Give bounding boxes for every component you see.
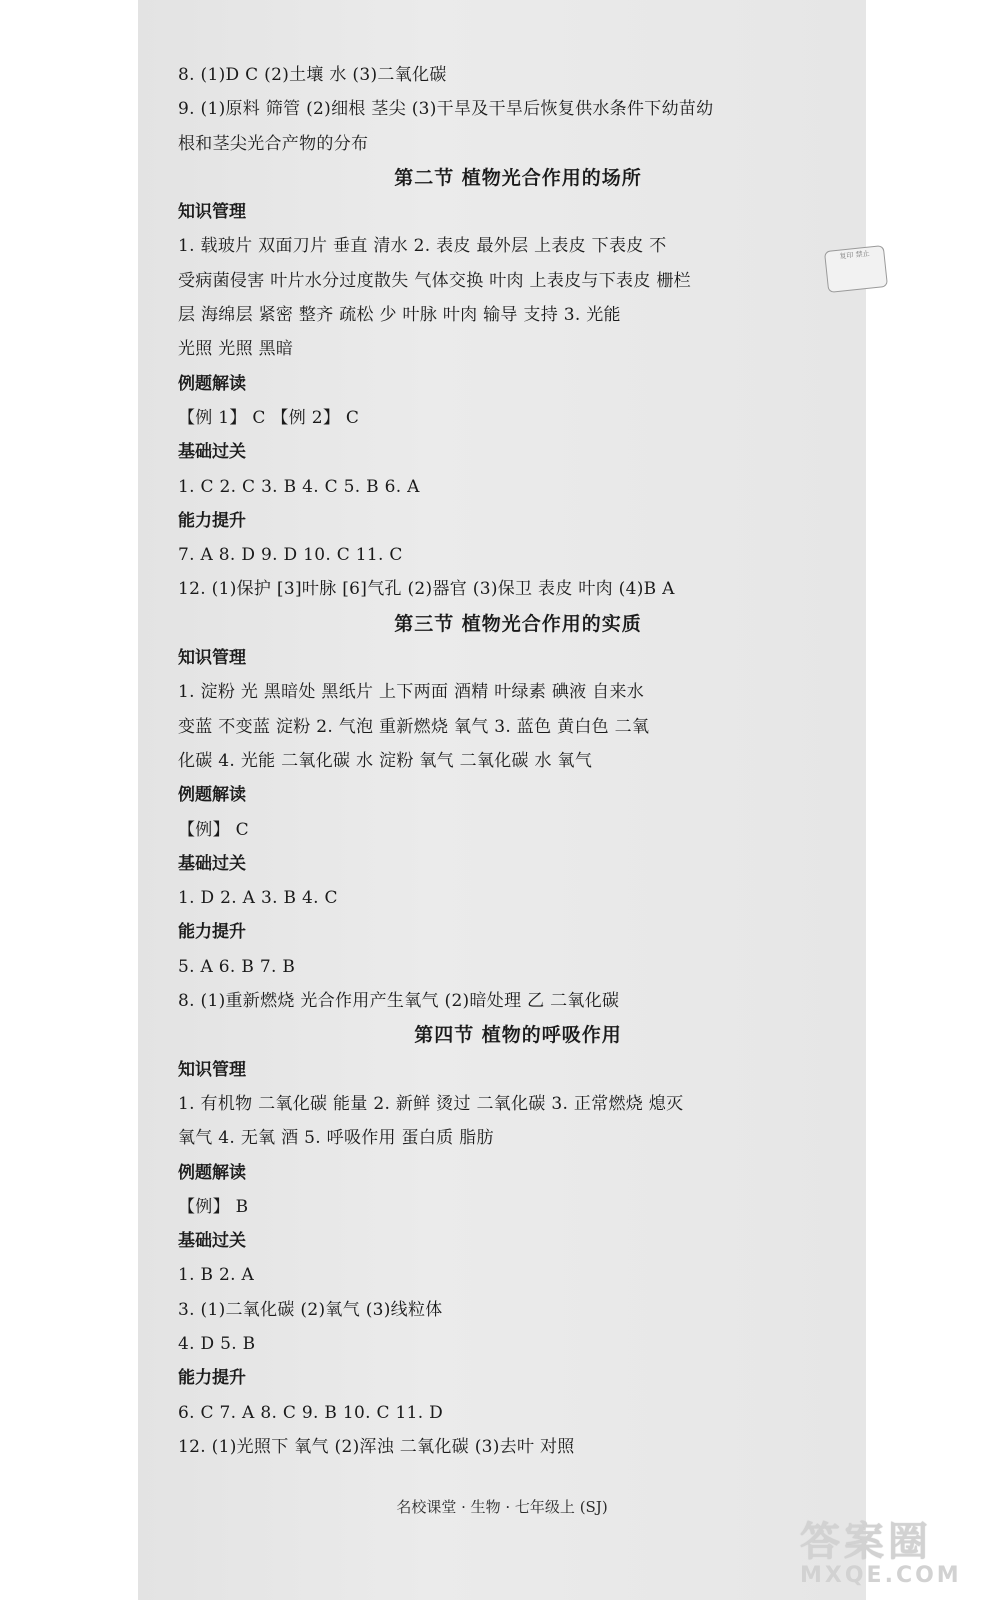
ink-stamp — [824, 245, 888, 293]
answer-line: 6. C 7. A 8. C 9. B 10. C 11. D — [178, 1402, 444, 1423]
stamp-text: 复印 禁止 — [839, 249, 870, 261]
subsection-heading: 能力提升 — [178, 510, 246, 531]
answer-content — [178, 58, 858, 1464]
answer-line: 1. 有机物 二氧化碳 能量 2. 新鲜 烫过 二氧化碳 3. 正常燃烧 熄灭 — [178, 1093, 684, 1114]
answer-line: 9. (1)原料 筛管 (2)细根 茎尖 (3)干旱及干旱后恢复供水条件下幼苗幼 — [178, 99, 714, 120]
subsection-heading: 能力提升 — [178, 1368, 246, 1389]
answer-line: 受病菌侵害 叶片水分过度散失 气体交换 叶肉 上表皮与下表皮 栅栏 — [178, 270, 691, 291]
subsection-heading: 例题解读 — [178, 373, 246, 394]
watermark-logo-text: 答案圈 — [800, 1519, 932, 1565]
answer-line: 1. 载玻片 双面刀片 垂直 清水 2. 表皮 最外层 上表皮 下表皮 不 — [178, 236, 667, 257]
section-title: 第四节 植物的呼吸作用 — [414, 1024, 622, 1047]
answer-line: 12. (1)保护 [3]叶脉 [6]气孔 (2)器官 (3)保卫 表皮 叶肉 (4)B A — [178, 579, 675, 600]
answer-line: 1. 淀粉 光 黑暗处 黑纸片 上下两面 酒精 叶绿素 碘液 自来水 — [178, 682, 645, 703]
page-footer: 名校课堂 · 生物 · 七年级上 (SJ) — [396, 1498, 608, 1516]
answer-line: 1. B 2. A — [178, 1265, 255, 1286]
subsection-heading: 能力提升 — [178, 922, 246, 943]
answer-line: 8. (1)重新燃烧 光合作用产生氧气 (2)暗处理 乙 二氧化碳 — [178, 991, 620, 1012]
answer-line: 层 海绵层 紧密 整齐 疏松 少 叶脉 叶肉 输导 支持 3. 光能 — [178, 305, 621, 326]
answer-line: 【例】 B — [178, 1196, 249, 1217]
subsection-heading: 知识管理 — [178, 648, 246, 669]
answer-line: 变蓝 不变蓝 淀粉 2. 气泡 重新燃烧 氧气 3. 蓝色 黄白色 二氧 — [178, 716, 650, 737]
answer-line: 3. (1)二氧化碳 (2)氧气 (3)线粒体 — [178, 1299, 443, 1320]
subsection-heading: 例题解读 — [178, 1162, 246, 1183]
answer-line: 【例】 C — [178, 819, 249, 840]
subsection-heading: 基础过关 — [178, 442, 246, 463]
answer-line: 8. (1)D C (2)土壤 水 (3)二氧化碳 — [178, 65, 447, 85]
answer-line: 4. D 5. B — [178, 1333, 256, 1354]
answer-line: 氧气 4. 无氧 酒 5. 呼吸作用 蛋白质 脂肪 — [178, 1128, 494, 1149]
subsection-heading: 基础过关 — [178, 1231, 246, 1252]
answer-line: 【例 1】 C 【例 2】 C — [178, 407, 360, 428]
subsection-heading: 例题解读 — [178, 785, 246, 806]
answer-line: 光照 光照 黑暗 — [178, 339, 294, 360]
answer-line: 5. A 6. B 7. B — [178, 956, 296, 977]
subsection-heading: 知识管理 — [178, 202, 246, 223]
answer-line: 1. C 2. C 3. B 4. C 5. B 6. A — [178, 476, 420, 497]
section-title: 第三节 植物光合作用的实质 — [394, 612, 642, 635]
site-watermark — [800, 1520, 990, 1590]
answer-page — [138, 0, 870, 1600]
watermark-url: MXQE.COM — [800, 1563, 962, 1588]
answer-line: 7. A 8. D 9. D 10. C 11. C — [178, 545, 403, 566]
answer-line: 12. (1)光照下 氧气 (2)浑浊 二氧化碳 (3)去叶 对照 — [178, 1436, 575, 1457]
answer-line: 化碳 4. 光能 二氧化碳 水 淀粉 氧气 二氧化碳 水 氧气 — [178, 750, 593, 771]
section-title: 第二节 植物光合作用的场所 — [394, 166, 642, 189]
answer-line: 1. D 2. A 3. B 4. C — [178, 888, 338, 909]
answer-line: 根和茎尖光合产物的分布 — [178, 133, 369, 154]
subsection-heading: 基础过关 — [178, 853, 246, 874]
subsection-heading: 知识管理 — [178, 1059, 246, 1080]
